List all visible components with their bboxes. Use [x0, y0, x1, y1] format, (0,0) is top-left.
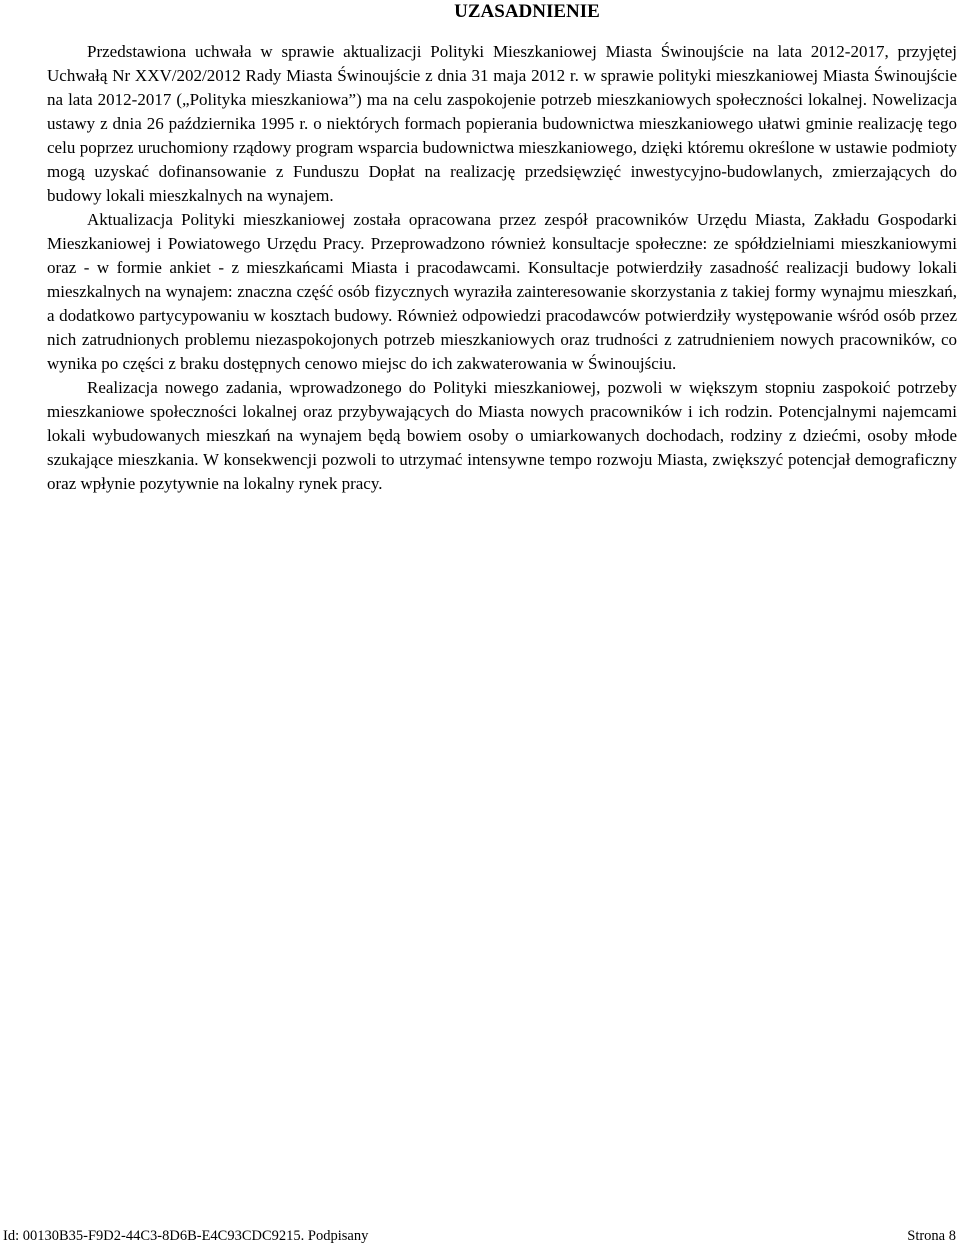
document-title: UZASADNIENIE — [454, 1, 600, 22]
document-body — [47, 40, 957, 496]
paragraph-3: Realizacja nowego zadania, wprowadzonego do Polityki mieszkaniowej, pozwoli w większym stopniu zaspokoić potrzeby mieszkaniowe społeczności lokalnej oraz przybywających do Miasta nowych pracowników i ich rodzin. Potencjalnymi najemcami lokali wybudowanych mieszkań na wynajem będą bowiem osoby o umiarkowanych dochodach, rodziny z dziećmi, osoby młode szukające mieszkania. W konsekwencji pozwoli to utrzymać intensywne tempo rozwoju Miasta, zwiększyć potencjał demograficzny oraz wpłynie pozytywnie na lokalny rynek pracy. — [47, 378, 957, 493]
paragraph-2: Aktualizacja Polityki mieszkaniowej została opracowana przez zespół pracowników Urzędu Miasta, Zakładu Gospodarki Mieszkaniowej i Powiatowego Urzędu Pracy. Przeprowadzono również konsultacje społeczne: ze spółdzielniami mieszkaniowymi oraz - w formie ankiet - z mieszkańcami Miasta i pracodawcami. Konsultacje potwierdziły zasadność realizacji budowy lokali mieszkalnych na wynajem: znaczna część osób fizycznych wyraziła zainteresowanie skorzystania z takiej formy wynajmu mieszkań, a dodatkowo partycypowaniu w kosztach budowy. Również odpowiedzi pracodawców potwierdziły występowanie wśród osób przez nich zatrudnionych problemu niezaspokojonych potrzeb mieszkaniowych oraz trudności z zatrudnieniem nowych pracowników, co wynika po części z braku dostępnych cenowo miejsc do ich zakwaterowania w Świnoujściu. — [47, 210, 957, 373]
paragraph-1: Przedstawiona uchwała w sprawie aktualizacji Polityki Mieszkaniowej Miasta Świnoujście na lata 2012-2017, przyjętej Uchwałą Nr XXV/202/2012 Rady Miasta Świnoujście z dnia 31 maja 2012 r. w sprawie polityki mieszkaniowej Miasta Świnoujście na lata 2012-2017 („Polityka mieszkaniowa”) ma na celu zaspokojenie potrzeb mieszkaniowych społeczności lokalnej. Nowelizacja ustawy z dnia 26 października 1995 r. o niektórych formach popierania budownictwa mieszkaniowego ułatwi gminie realizację tego celu poprzez uruchomiony rządowy program wsparcia budownictwa mieszkaniowego, dzięki któremu określone w ustawie podmioty mogą uzyskać dofinansowanie z Funduszu Dopłat na realizację przedsięwzięć inwestycyjno-budowlanych, zmierzających do budowy lokali mieszkalnych na wynajem. — [47, 42, 957, 205]
page-number: Strona 8 — [907, 1228, 956, 1244]
document-id: Id: 00130B35-F9D2-44C3-8D6B-E4C93CDC9215. Podpisany — [3, 1228, 369, 1244]
